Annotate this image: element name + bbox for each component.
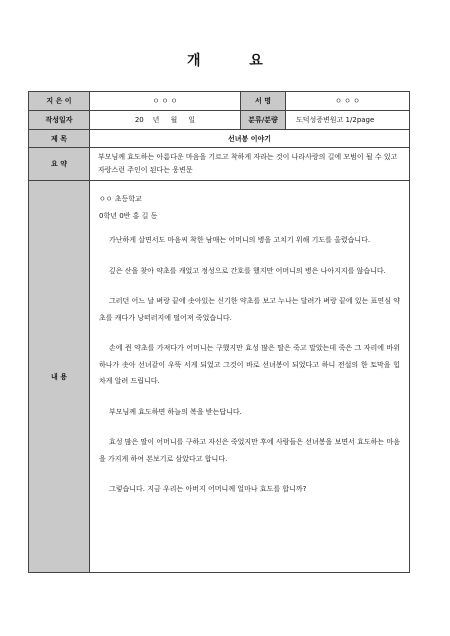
school-name: ㅇㅇ 초등학교 (99, 195, 142, 203)
summary-value: 부모님께 효도하는 아름다운 마음을 기르고 착하게 자라는 것이 나라사랑의 길에 모범이 될 수 있고 자랑스런 주인이 된다는 웅변문 (90, 148, 410, 181)
content-row (29, 181, 410, 573)
paragraph-6: 효성 많은 딸이 어머니를 구하고 자신은 죽었지만 후에 사람들은 선녀봉을 보면서 효도하는 마음을 가지게 하여 본보기로 삼았다고 합니다. (99, 438, 400, 463)
page-title: 개 요 (187, 53, 285, 69)
category-value: 도덕성증변원고 1/2page (286, 111, 410, 130)
author-value: ㅇ ㅇ ㅇ (90, 92, 241, 111)
signature-label: 서 명 (241, 92, 286, 111)
date-label: 작성일자 (29, 111, 90, 130)
paragraph-4: 손에 쥔 약초를 가져다가 어머니는 구했지만 효성 많은 딸은 죽고 말았는데 죽은 그 자리에 바위 하나가 솟아 선녀같이 우뚝 서게 되었고 그것이 바로 선녀봉이 되었다고 하니 전설의 한 토막을 힙차게 알려 드립니다. (99, 344, 400, 385)
paragraph-1: 가난하게 살면서도 마음씨 착한 남매는 어머니의 병을 고치기 위해 기도를 올렸습니다. (109, 236, 371, 244)
author-label: 지 은 이 (29, 92, 90, 111)
category-label: 분류/분량 (241, 111, 286, 130)
content-body (90, 181, 410, 573)
date-value: 20 년 월 일 (90, 111, 241, 130)
content-label: 내 용 (29, 181, 90, 573)
date-row (29, 111, 410, 130)
author-row (29, 92, 410, 111)
student-name: 0학년 0반 홍 길 동 (99, 211, 158, 220)
summary-row (29, 148, 410, 181)
paragraph-5: 부모님께 효도하면 하늘의 복을 받는답니다. (109, 407, 242, 416)
paragraph-2: 깊은 산을 찾아 약초를 캐었고 정성으로 간호를 했지만 어머니의 병은 나아지지를 않습니다. (109, 266, 386, 275)
paragraph-7: 그렇습니다. 지금 우리는 아버지 어머니께 얼마나 효도를 합니까? (109, 485, 307, 493)
subject-row (29, 130, 410, 148)
summary-form-table (28, 91, 410, 573)
paragraph-3: 그러던 어느 날 벼랑 끝에 솟아있는 신기한 약초를 보고 누나는 달려가 벼랑 끝에 있는 표연심 약초를 캐다가 낭떠러지에 떨어져 죽었습니다. (99, 297, 400, 322)
signature-value: ㅇ ㅇ ㅇ (286, 92, 410, 111)
subject-value: 선녀봉 이야기 (90, 130, 410, 148)
summary-label: 요 약 (29, 148, 90, 181)
subject-label: 제 목 (29, 130, 90, 148)
